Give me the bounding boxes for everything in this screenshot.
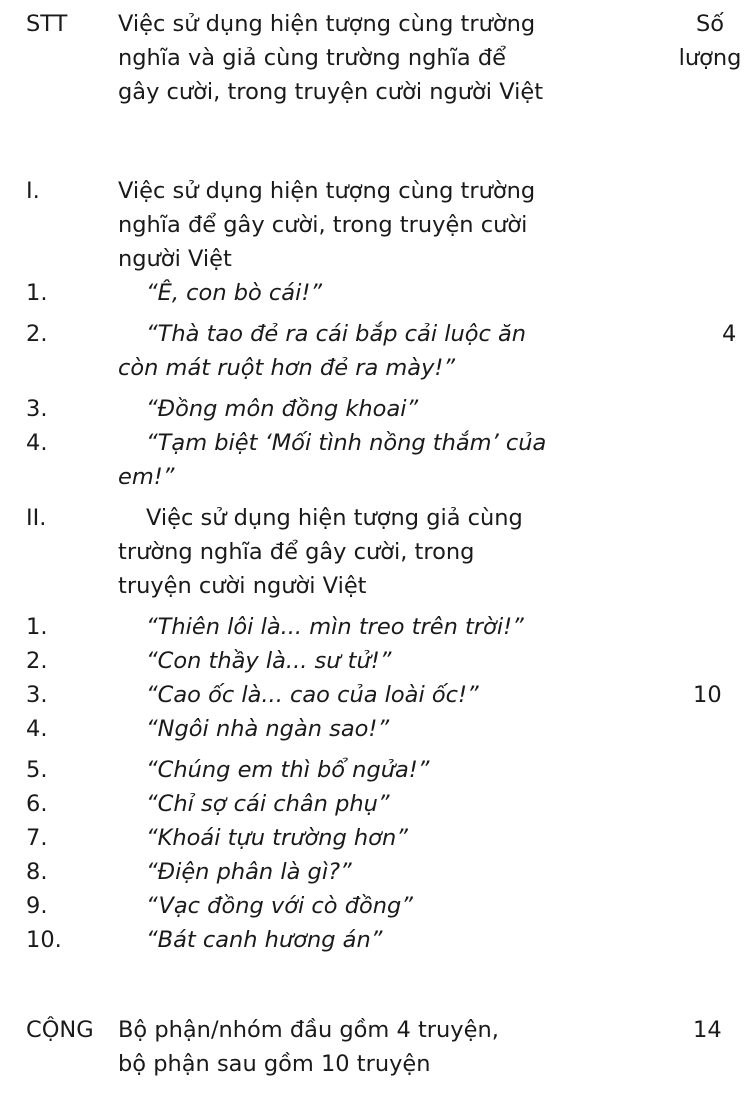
- section1-title-line-1: Việc sử dụng hiện tượng cùng trường: [118, 178, 536, 204]
- section1-title-line-2: nghĩa để gây cười, trong truyện cười: [118, 212, 528, 238]
- section2-item-number: 4.: [26, 716, 48, 742]
- section1-title-line-3: người Việt: [118, 246, 232, 272]
- header-title-line-3: gây cười, trong truyện cười người Việt: [118, 79, 544, 105]
- header-stt: STT: [26, 11, 68, 37]
- header-title-line-1: Việc sử dụng hiện tượng cùng trường: [118, 11, 536, 37]
- section1-item-text: “Thà tao đẻ ra cái bắp cải luộc ăn: [146, 321, 527, 347]
- total-label: CỘNG: [26, 1017, 94, 1043]
- section1-item-text: “Ê, con bò cái!”: [146, 280, 323, 306]
- section1-item-number: 4.: [26, 430, 48, 456]
- section2-title-line-3: truyện cười người Việt: [118, 573, 367, 599]
- section2-item-number: 3.: [26, 682, 48, 708]
- section2-number: II.: [26, 505, 47, 531]
- total-count: 14: [693, 1017, 722, 1043]
- section1-item-number: 1.: [26, 280, 48, 306]
- section2-item-number: 2.: [26, 648, 48, 674]
- section2-item-text: “Chúng em thì bổ ngửa!”: [146, 757, 430, 783]
- section2-item-text: “Bát canh hương án”: [146, 927, 383, 953]
- section2-count: 10: [693, 682, 722, 708]
- section1-item-number: 2.: [26, 321, 48, 347]
- section2-item-number: 10.: [26, 927, 62, 953]
- header-title-line-2: nghĩa và giả cùng trường nghĩa để: [118, 45, 506, 71]
- total-text-line-2: bộ phận sau gồm 10 truyện: [118, 1051, 431, 1077]
- section1-count: 4: [722, 321, 737, 347]
- section2-item-text: “Vạc đồng với cò đồng”: [146, 893, 413, 919]
- section2-item-text: “Thiên lôi là... mìn treo trên trời!”: [146, 614, 524, 640]
- section2-item-text: “Chỉ sợ cái chân phụ”: [146, 791, 390, 817]
- section2-item-text: “Cao ốc là... cao của loài ốc!”: [146, 682, 479, 708]
- section2-item-number: 9.: [26, 893, 48, 919]
- section2-item-number: 7.: [26, 825, 48, 851]
- section1-item-text: “Tạm biệt ‘Mối tình nồng thắm’ của: [146, 430, 547, 456]
- section2-item-text: “Khoái tựu trường hơn”: [146, 825, 408, 851]
- section2-title-line-1: Việc sử dụng hiện tượng giả cùng: [146, 505, 523, 531]
- section2-item-text: “Điện phân là gì?”: [146, 859, 352, 885]
- section1-item-text-cont: còn mát ruột hơn đẻ ra mày!”: [118, 355, 456, 381]
- section1-number: I.: [26, 178, 40, 204]
- total-text-line-1: Bộ phận/nhóm đầu gồm 4 truyện,: [118, 1017, 499, 1043]
- section2-title-line-2: trường nghĩa để gây cười, trong: [118, 539, 475, 565]
- section1-item-number: 3.: [26, 396, 48, 422]
- section2-item-number: 1.: [26, 614, 48, 640]
- section2-item-number: 8.: [26, 859, 48, 885]
- section1-item-text: “Đồng môn đồng khoai”: [146, 396, 419, 422]
- header-count-line-1: Số: [695, 11, 725, 37]
- section2-item-text: “Con thầy là... sư tử!”: [146, 648, 392, 674]
- header-count-line-2: lượng: [678, 45, 742, 71]
- section2-item-number: 6.: [26, 791, 48, 817]
- section2-item-text: “Ngôi nhà ngàn sao!”: [146, 716, 390, 742]
- section2-item-number: 5.: [26, 757, 48, 783]
- section1-item-text-cont: em!”: [118, 464, 175, 490]
